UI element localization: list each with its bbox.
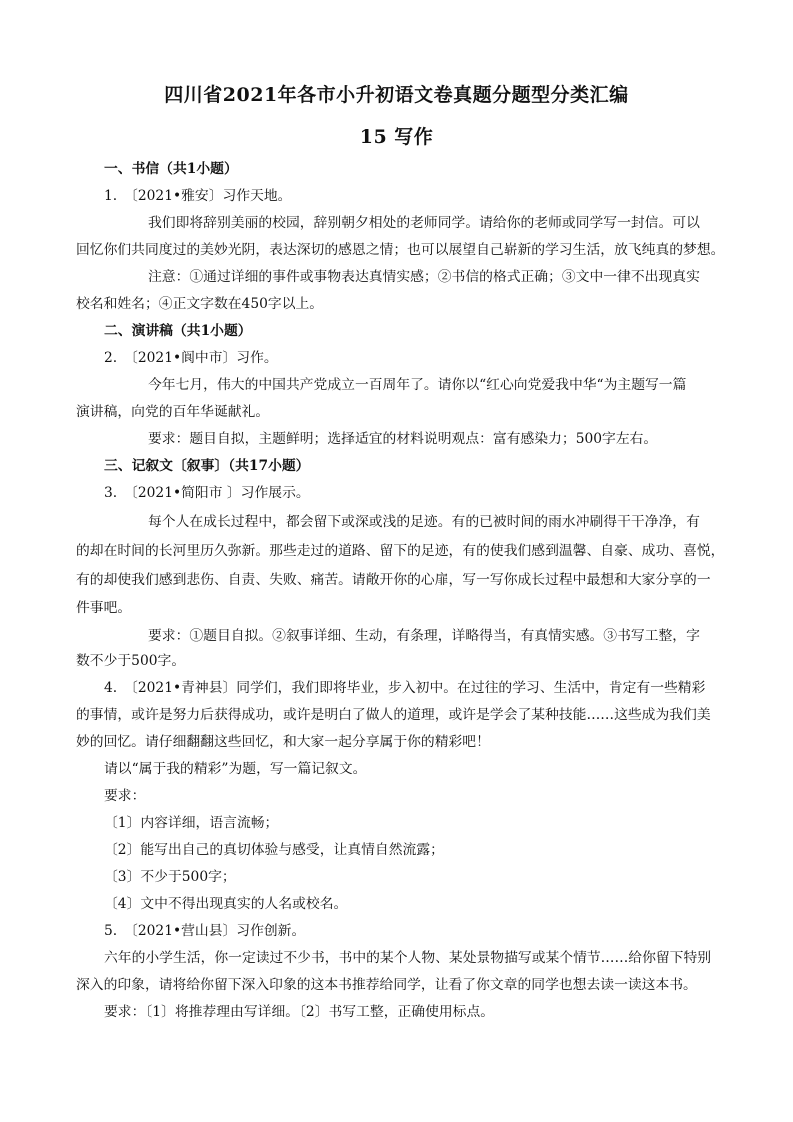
document-title: 四川省2021年各市小升初语文卷真题分题型分类汇编 — [164, 84, 629, 106]
text-line: 请以“属于我的精彩”为题，写一篇记叙文。 — [104, 761, 367, 777]
text-line: 〔2〕能写出自己的真切体验与感受，让真情自然流露； — [104, 842, 444, 858]
question-line: 3. 〔2021•简阳市 〕习作展示。 — [104, 485, 310, 501]
question-line: 4. 〔2021•青神县〕同学们，我们即将毕业，步入初中。在过往的学习、生活中，肯定有一些精彩 — [104, 680, 706, 696]
text-line: 校名和姓名；④正文字数在450字以上。 — [76, 296, 324, 312]
text-line: 要求：题目自拟，主题鲜明；选择适宜的材料说明观点：富有感染力；500字左右。 — [148, 431, 658, 447]
section-heading: 三、记叙文〔叙事〕（共17小题） — [104, 458, 310, 474]
text-line: 注意：①通过详细的事件或事物表达真情实感；②书信的格式正确；③文中一律不出现真实 — [148, 269, 700, 285]
question-line: 1. 〔2021•雅安〕习作天地。 — [104, 188, 292, 204]
text-line: 〔4〕文中不得出现真实的人名或校名。 — [104, 896, 348, 912]
text-line: 每个人在成长过程中，都会留下或深或浅的足迹。有的已被时间的雨水冲刷得干干净净，有 — [148, 514, 700, 530]
text-line: 六年的小学生活，你一定读过不少书，书中的某个人物、某处景物描写或某个情节……给你留下特别 — [104, 950, 712, 966]
text-line: 要求：①题目自拟。②叙事详细、生动，有条理，详略得当，有真情实感。③书写工整，字 — [148, 628, 700, 644]
text-line: 数不少于500字。 — [76, 653, 186, 669]
text-line: 有的却使我们感到悲伤、自责、失败、痛苦。请敞开你的心扉，写一写你成长过程中最想和大家分享的一 — [76, 572, 711, 588]
section-heading: 一、书信（共1小题） — [104, 161, 238, 177]
text-line: 件事吧。 — [76, 600, 132, 616]
question-line: 5. 〔2021•营山县〕习作创新。 — [104, 923, 306, 939]
text-line: 要求：〔1〕将推荐理由写详细。〔2〕书写工整，正确使用标点。 — [104, 1004, 495, 1020]
text-line: 要求： — [104, 788, 146, 804]
text-line: 我们即将辞别美丽的校园，辞别朝夕相处的老师同学。请给你的老师或同学写一封信。可以 — [148, 215, 700, 231]
text-line: 回忆你们共同度过的美妙光阴，表达深切的感恩之情；也可以展望自己崭新的学习生活，放飞纯真的梦想。 — [76, 242, 725, 258]
text-line: 〔3〕不少于500字； — [104, 869, 236, 885]
document-subtitle: 15 写作 — [359, 126, 434, 148]
text-line: 的事情，或许是努力后获得成功，或许是明白了做人的道理，或许是学会了某种技能……这些成为我们美 — [76, 707, 711, 723]
text-line: 今年七月，伟大的中国共产党成立一百周年了。请你以“红心向党爱我中华“为主题写一篇 — [148, 377, 687, 393]
question-line: 2. 〔2021•阆中市〕习作。 — [104, 350, 278, 366]
text-line: 〔1〕内容详细，语言流畅； — [104, 815, 279, 831]
text-line: 深入的印象，请将给你留下深入印象的这本书推荐给同学，让看了你文章的同学也想去读一读这本书。 — [76, 977, 697, 993]
section-heading: 二、演讲稿（共1小题） — [104, 323, 252, 339]
text-line: 演讲稿，向党的百年华诞献礼。 — [76, 404, 270, 420]
text-line: 妙的回忆。请仔细翻翻这些回忆，和大家一起分享属于你的精彩吧！ — [76, 734, 490, 750]
text-line: 的却在时间的长河里历久弥新。那些走过的道路、留下的足迹，有的使我们感到温馨、自豪、成功、喜悦， — [76, 543, 725, 559]
